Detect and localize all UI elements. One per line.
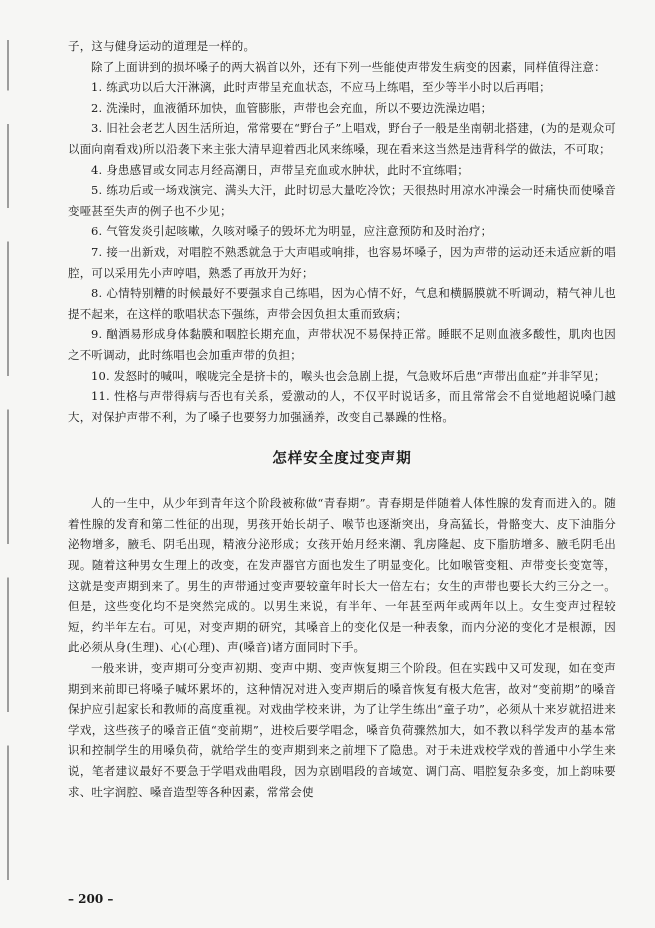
body-paragraph: 人的一生中，从少年到青年这个阶段被称做“青春期”。青春期是伴随着人体性腺的发育而进入的。随着性腺的发育和第二性征的出现，男孩开始长胡子、喉节也逐渐突出，身高猛长，骨骼变大、皮下油脂分泌物增多，腋毛、阴毛出现，精液分泌形成；女孩开始月经来潮、乳房隆起、皮下脂肪增多、腋毛阴毛出现。随着这种男女生理上的改变，在发声器官方面也发生了明显变化。比如喉管变粗、声带变长变宽等，这就是变声期到来了。男生的声带通过变声要较童年时长大一倍左右；女生的声带也要长大约三分之一。但是，这些变化均不是突然完成的。以男生来说，有半年、一年甚至两年或两年以上。女生变声过程较短，约半年左右。可见，对变声期的研究，其嗓音上的变化仅是一种表象，而内分泌的变化才是根源，因此必须从身(生理)、心(心理)、声(嗓音)诸方面同时下手。 <box>68 496 616 655</box>
list-item: 7. 接一出新戏，对唱腔不熟悉就急于大声唱或响排，也容易坏嗓子，因为声带的运动还未适应新的唱腔，可以采用先小声哼唱，熟悉了再放开为好； <box>68 244 616 280</box>
body-paragraph: 一般来讲，变声期可分变声初期、变声中期、变声恢复期三个阶段。但在实践中又可发现，如在变声期到来前即已将嗓子喊坏累坏的，这种情况对进入变声期后的嗓音恢复有极大危害，故对“变前期”的嗓音保护应引起家长和教师的高度重视。对戏曲学校来讲，为了让学生练出“童子功”，必须从十来岁就招进来学戏，这些孩子的嗓音正值“变前期”，进校后要学唱念，嗓音负荷骤然加大，如不教以科学发声的基本常识和控制学生的用嗓负荷，就给学生的变声期到来之前埋下了隐患。对于未进戏校学戏的普通中小学生来说，笔者建议最好不要急于学唱戏曲唱段，因为京剧唱段的音域宽、调门高、唱腔复杂多变，加上韵味要求、吐字润腔、嗓音造型等各种因素，常常会使 <box>68 661 616 799</box>
list-item: 10. 发怒时的喊叫，喉咙完全是挤卡的，喉头也会急剧上提，气急败坏后患“声带出血症”并非罕见； <box>91 368 606 383</box>
continuation-text: 子，这与健身运动的道理是一样的。 <box>68 39 256 53</box>
section-heading: 怎样安全度过变声期 <box>272 451 412 468</box>
binding-edge <box>7 40 9 880</box>
list-item: 8. 心情特别糟的时候最好不要强求自己练唱，因为心情不好，气息和横膈膜就不听调动，精气神儿也提不起来，在这样的歌唱状态下强练，声带会因负担太重而致病； <box>68 286 616 321</box>
page-number: – 200 – <box>68 892 114 906</box>
page-content <box>68 36 616 802</box>
intro-paragraph: 除了上面讲到的损坏嗓子的两大祸首以外，还有下列一些能使声带发生病变的因素，同样值得注意： <box>91 59 606 74</box>
list-item: 1. 练武功以后大汗淋漓，此时声带呈充血状态，不应马上练唱，至少等半小时以后再唱； <box>91 80 551 95</box>
list-item: 3. 旧社会老艺人因生活所迫，常常要在“野台子”上唱戏，野台子一般是坐南朝北搭建，(为的是观众可以面向南看戏)所以沿袭下来主张大清早迎着西北风来练嗓，现在看来这当然是违背科学的做法，不可取； <box>68 121 616 156</box>
list-item: 9. 酗酒易形成身体黏膜和咽腔长期充血，声带状况不易保持正常。睡眠不足则血液多酸性，肌肉也因之不听调动，此时练唱也会加重声带的负担； <box>68 327 616 362</box>
list-item: 2. 洗澡时，血液循环加快，血管膨胀，声带也会充血，所以不要边洗澡边唱； <box>91 100 493 115</box>
list-item: 5. 练功后或一场戏演完、满头大汗，此时切忌大量吃冷饮；天很热时用凉水冲澡会一时痛快而使嗓音变哑甚至失声的例子也不少见； <box>68 183 616 218</box>
list-item: 4. 身患感冒或女同志月经高潮日，声带呈充血或水肿状，此时不宜练唱； <box>91 162 469 177</box>
list-item: 11. 性格与声带得病与否也有关系，爱激动的人，不仅平时说话多，而且常常会不自觉地超说嗓门越大，对保护声带不利，为了嗓子也要努力加强涵养，改变自己暴躁的性格。 <box>68 389 616 424</box>
list-item: 6. 气管发炎引起咳嗽，久咳对嗓子的毁坏尤为明显，应注意预防和及时治疗； <box>91 224 493 239</box>
